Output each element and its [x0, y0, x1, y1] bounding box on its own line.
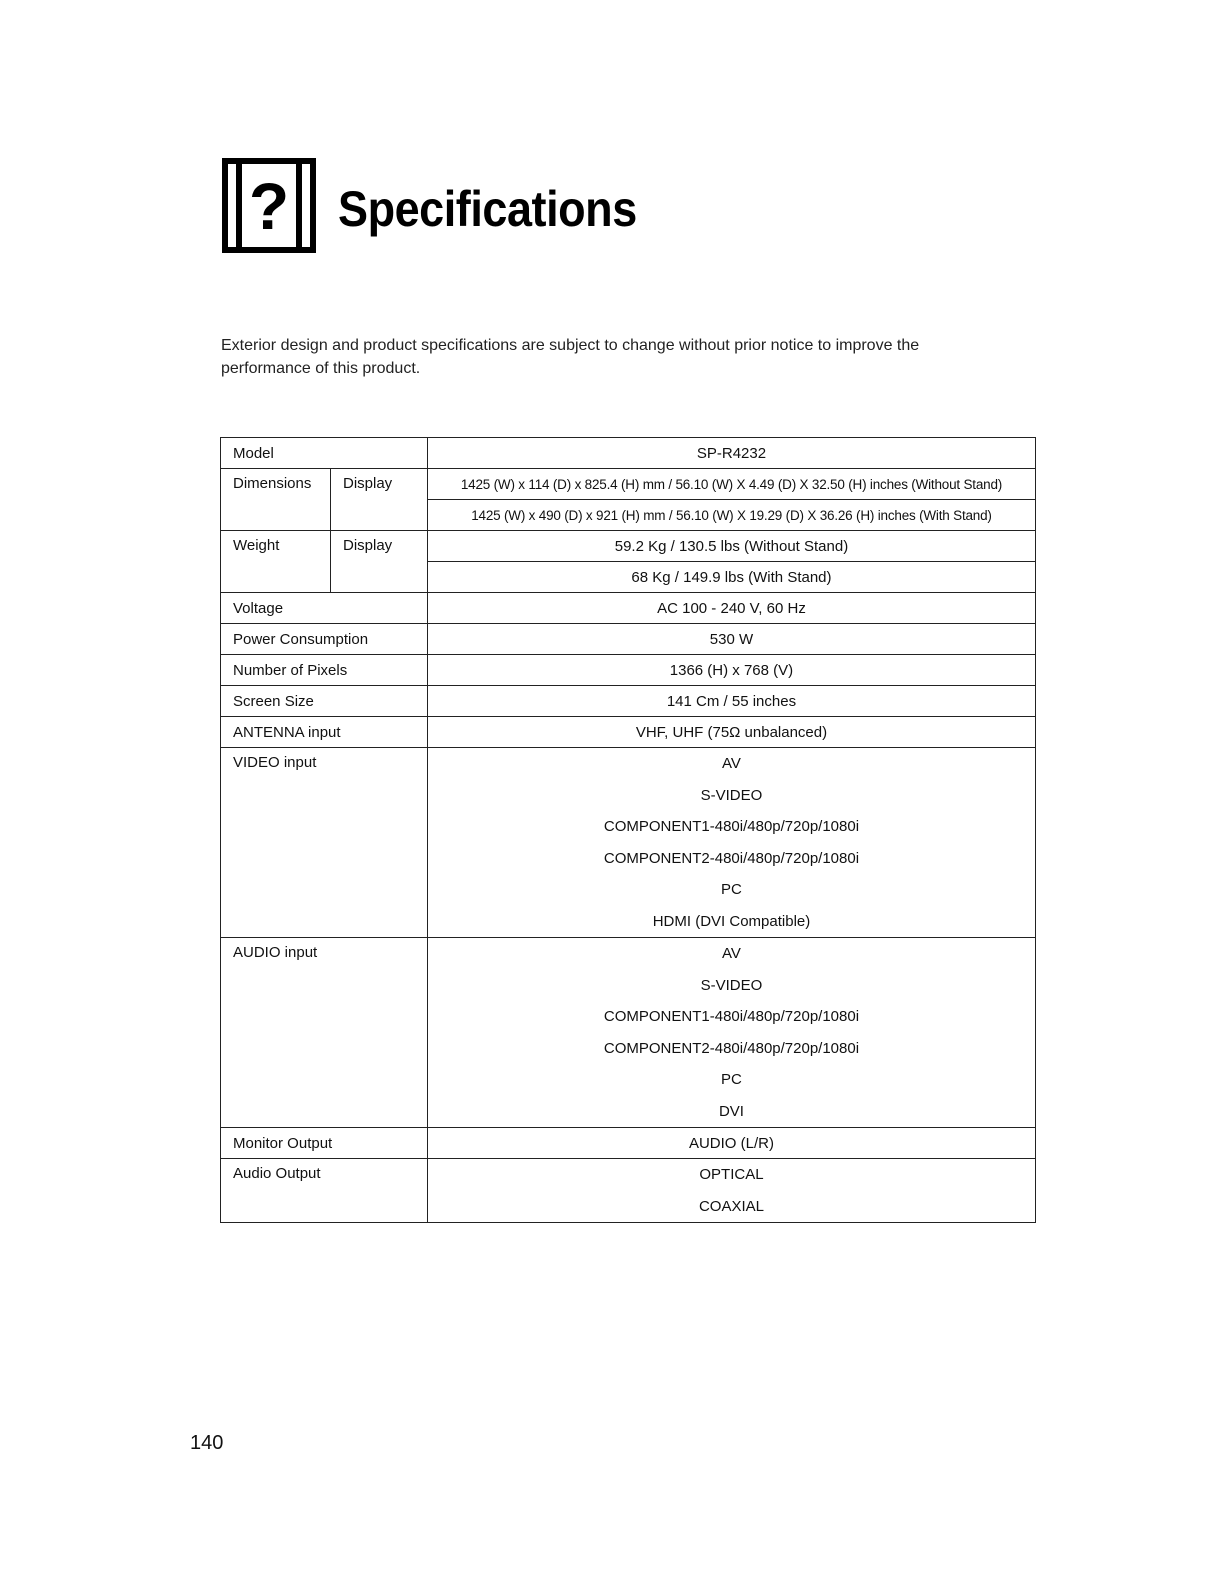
- row-label-video-input: [221, 748, 428, 938]
- table-row-model: [221, 438, 1036, 469]
- dimensions-with-stand: 1425 (W) x 490 (D) x 921 (H) mm / 56.10 (W) X 19.29 (D) X 36.26 (H) inches (With Stand): [427, 500, 1035, 531]
- spec-table: [220, 437, 1036, 1223]
- row-value-antenna: VHF, UHF (75Ω unbalanced): [427, 717, 1035, 748]
- row-label-audio-output: [221, 1159, 428, 1223]
- table-row-power: [221, 624, 1036, 655]
- weight-with-stand: 68 Kg / 149.9 lbs (With Stand): [427, 562, 1035, 593]
- video-input-item: PC: [721, 881, 742, 898]
- video-input-item: AV: [722, 755, 741, 772]
- intro-text: Exterior design and product specifications are subject to change without prior notice to improve the performance of this product.: [221, 337, 920, 377]
- weight-label: Weight: [233, 537, 280, 554]
- audio-input-item: COMPONENT2-480i/480p/720p/1080i: [603, 1039, 860, 1057]
- page-title: Specifications: [338, 181, 637, 237]
- audio-input-item: COMPONENT1-480i/480p/720p/1080i: [603, 1008, 860, 1025]
- table-row-monitor-output: [221, 1128, 1036, 1159]
- row-value-audio-output: [427, 1159, 1035, 1223]
- table-row-screen-size: [221, 686, 1036, 717]
- row-label-screen-size: Screen Size: [221, 686, 428, 717]
- audio-input-item: AV: [722, 945, 741, 962]
- video-input-item: COMPONENT2-480i/480p/720p/1080i: [603, 849, 860, 867]
- weight-without-stand: 59.2 Kg / 130.5 lbs (Without Stand): [427, 531, 1035, 562]
- row-sublabel-dimensions: [330, 469, 427, 531]
- table-row-pixels: [221, 655, 1036, 686]
- video-input-item: COMPONENT1-480i/480p/720p/1080i: [603, 818, 860, 835]
- audio-input-item: DVI: [718, 1102, 744, 1120]
- table-row-audio-input: [221, 938, 1036, 1128]
- row-value-pixels: 1366 (H) x 768 (V): [427, 655, 1035, 686]
- page-number: 140: [190, 1432, 224, 1454]
- row-label-pixels: Number of Pixels: [221, 655, 428, 686]
- row-value-audio-input: [427, 938, 1035, 1128]
- table-row-antenna: [221, 717, 1036, 748]
- dimensions-sublabel: Display: [342, 475, 393, 492]
- audio-output-item: COAXIAL: [698, 1197, 764, 1215]
- table-row-voltage: [221, 593, 1036, 624]
- audio-output-item: OPTICAL: [699, 1166, 764, 1183]
- dimensions-without-stand: 1425 (W) x 114 (D) x 825.4 (H) mm / 56.10 (W) X 4.49 (D) X 32.50 (H) inches (Without Stand): [427, 469, 1035, 500]
- row-value-screen-size: 141 Cm / 55 inches: [427, 686, 1035, 717]
- row-label-dimensions: [221, 469, 331, 531]
- row-label-weight: [221, 531, 331, 593]
- row-label-power: Power Consumption: [221, 624, 428, 655]
- table-row-audio-output: [221, 1159, 1036, 1223]
- table-row-weight-1: [221, 531, 1036, 562]
- audio-input-item: S-VIDEO: [700, 976, 763, 994]
- row-label-monitor-output: Monitor Output: [221, 1128, 428, 1159]
- row-label-audio-input: [221, 938, 428, 1128]
- row-label-model: Model: [221, 438, 428, 469]
- video-input-label: VIDEO input: [233, 754, 317, 771]
- audio-input-label: AUDIO input: [233, 944, 318, 961]
- row-value-power: 530 W: [427, 624, 1035, 655]
- row-value-video-input: [427, 748, 1035, 938]
- video-input-item: S-VIDEO: [700, 786, 763, 804]
- row-sublabel-weight: [330, 531, 427, 593]
- audio-input-item: PC: [721, 1071, 742, 1088]
- row-value-monitor-output: AUDIO (L/R): [427, 1128, 1035, 1159]
- video-input-item: HDMI (DVI Compatible): [652, 912, 811, 930]
- icon-glyph: ?: [248, 169, 290, 243]
- dimensions-label: Dimensions: [233, 475, 312, 492]
- table-row-dimensions-1: [221, 469, 1036, 500]
- audio-output-label: Audio Output: [233, 1165, 321, 1182]
- weight-sublabel: Display: [342, 537, 393, 554]
- row-value-model: SP-R4232: [427, 438, 1035, 469]
- table-row-video-input: [221, 748, 1036, 938]
- row-label-antenna: ANTENNA input: [221, 717, 428, 748]
- row-value-voltage: AC 100 - 240 V, 60 Hz: [427, 593, 1035, 624]
- question-mark-icon: [222, 158, 316, 253]
- row-label-voltage: Voltage: [221, 593, 428, 624]
